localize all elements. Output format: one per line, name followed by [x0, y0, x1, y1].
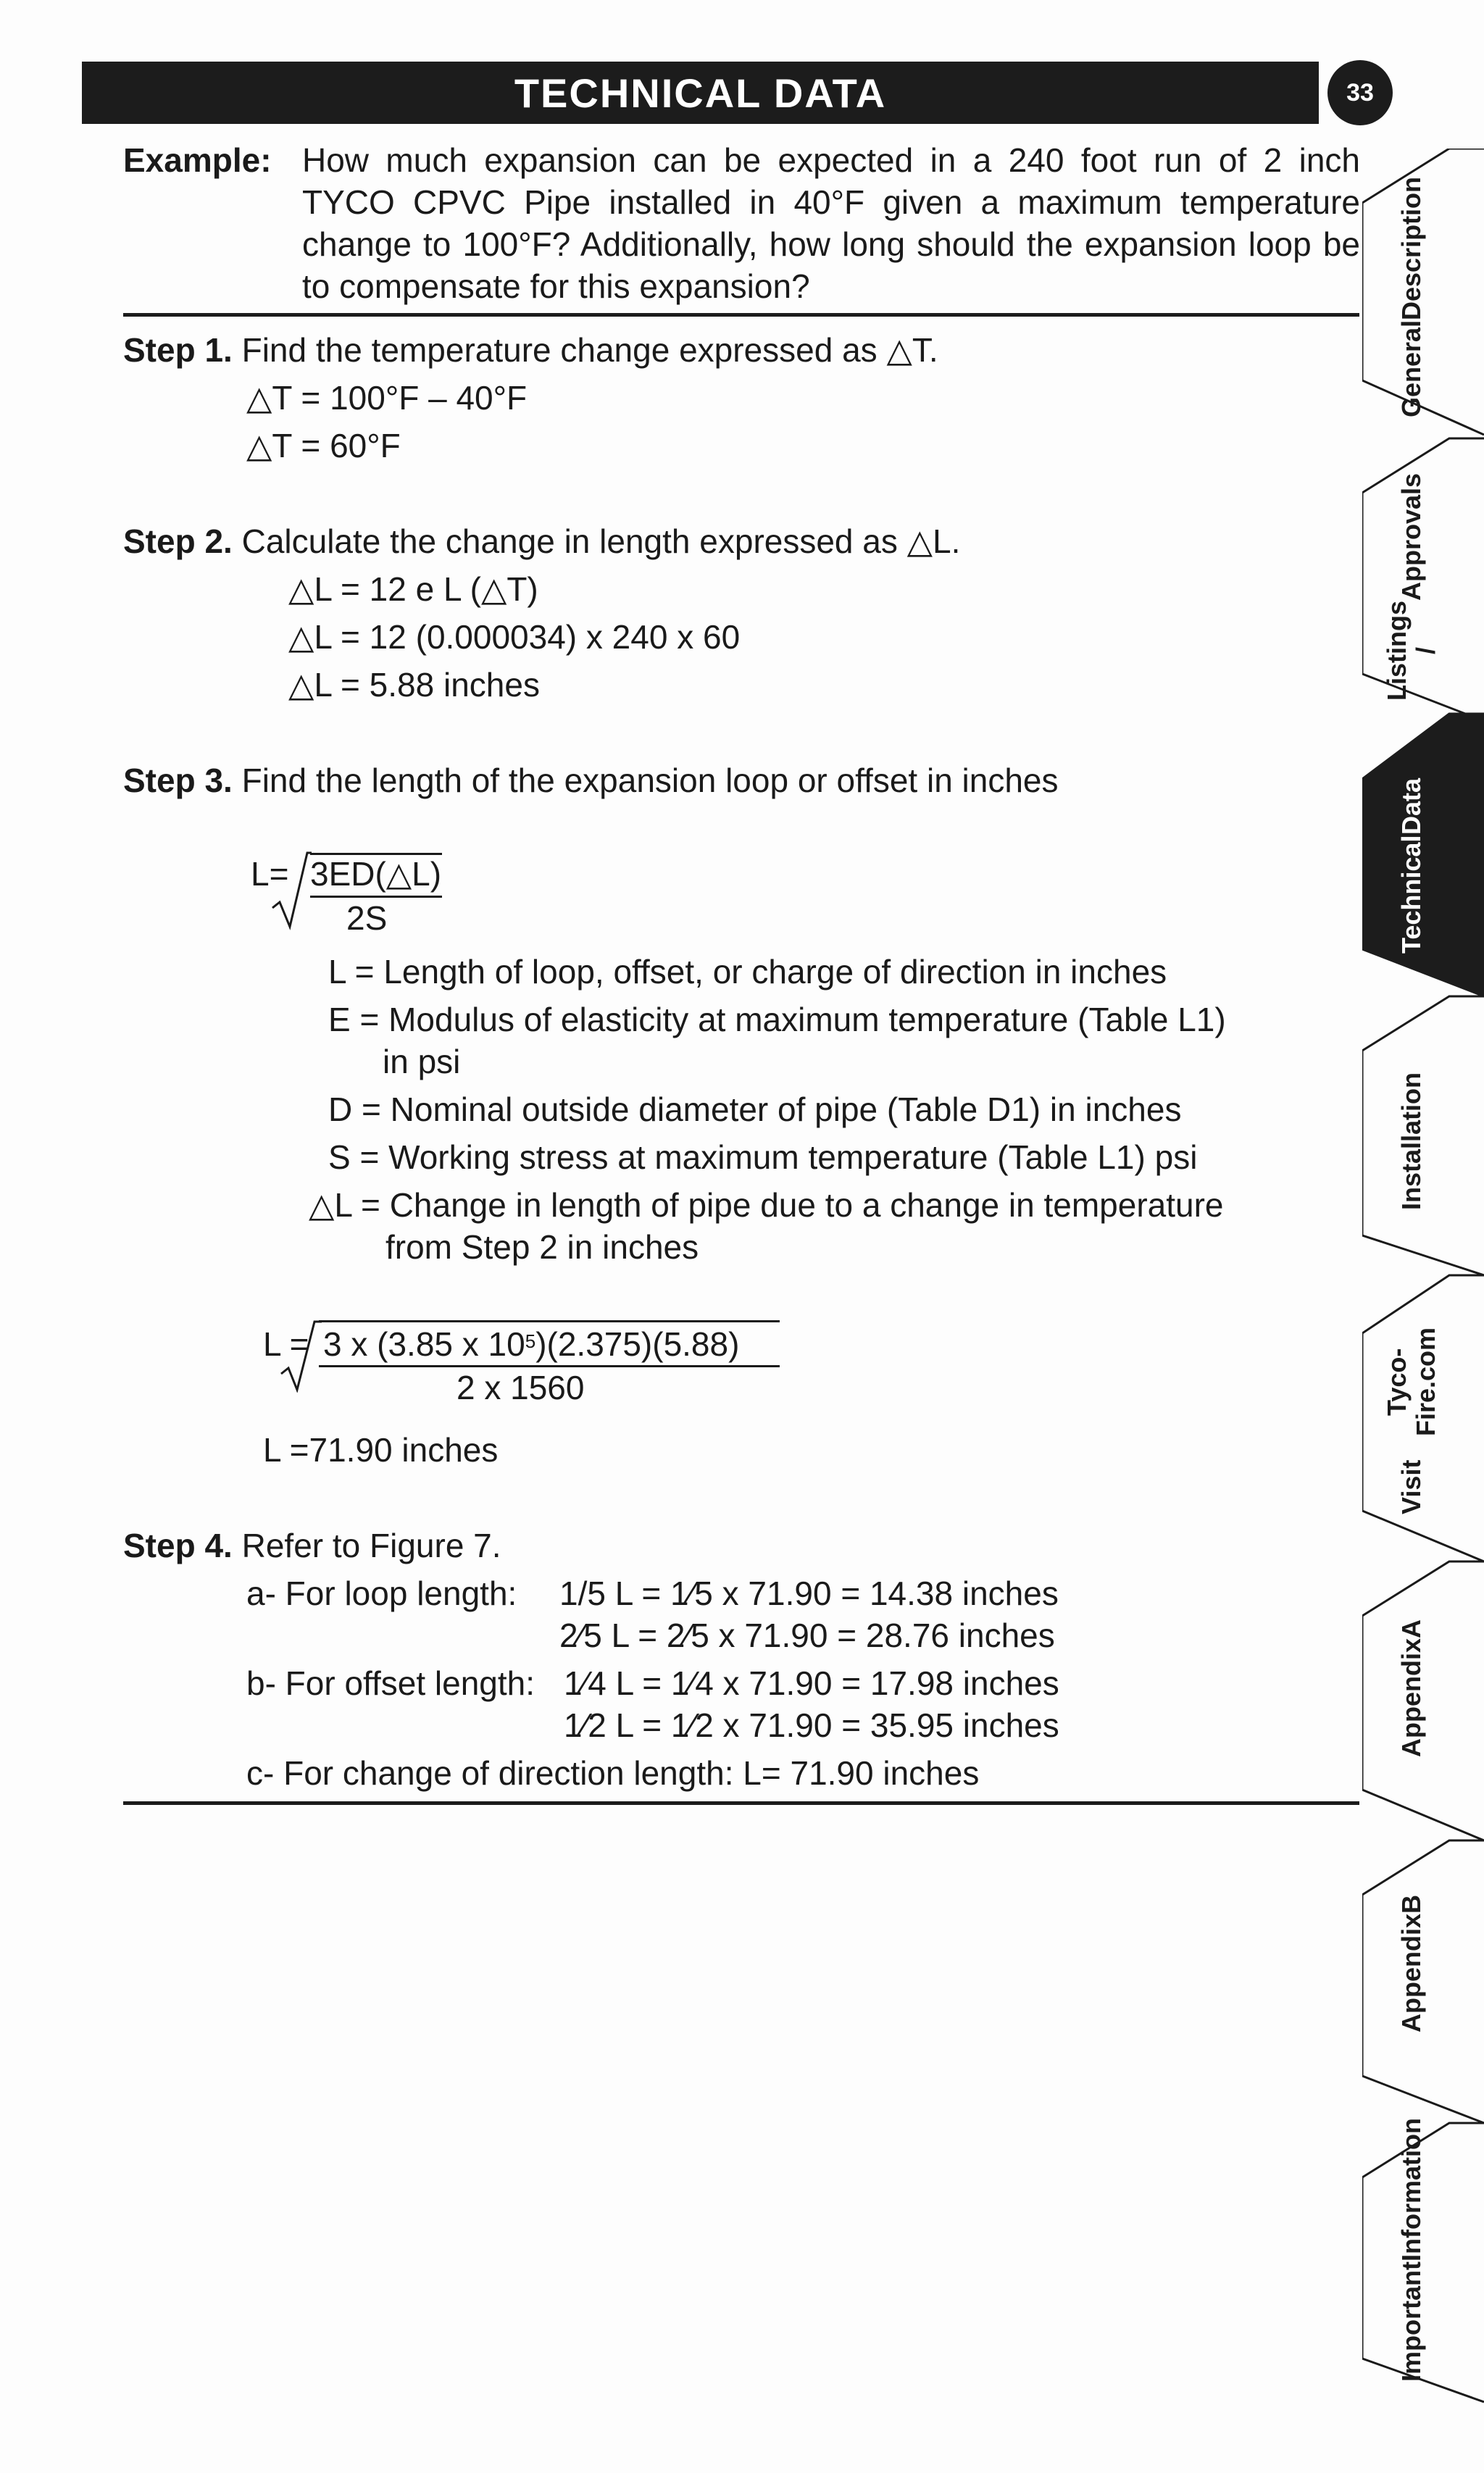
def-desc: Working stress at maximum temperature (Table L1) psi	[388, 1138, 1198, 1176]
tab-label-line: Visit	[1396, 1459, 1426, 1514]
formula-numerator: 3ED(△L)	[310, 855, 442, 893]
calc-exponent: 5	[525, 1330, 536, 1352]
divider-top	[123, 313, 1359, 317]
tab-label-line: Installation	[1396, 1072, 1426, 1211]
tab-label-line: Listings /	[1382, 601, 1441, 701]
def-symbol: E =	[328, 1001, 380, 1038]
def-symbol: D =	[328, 1090, 381, 1128]
tab-label-line: Information	[1396, 2118, 1426, 2261]
def-deltaL	[309, 1184, 1224, 1226]
tab-label-line: Data	[1396, 778, 1426, 835]
def-L	[328, 951, 1167, 993]
tab-label-line: General	[1396, 320, 1426, 418]
step1-heading	[123, 329, 938, 371]
tab-general-description[interactable]	[1375, 176, 1448, 418]
section-header: TECHNICAL DATA	[82, 62, 1319, 124]
step2-heading	[123, 520, 960, 562]
calc-result: L =71.90 inches	[263, 1431, 499, 1469]
step1-text: Find the temperature change expressed as △T.	[241, 331, 938, 369]
step4-c-line: c- For change of direction length: L= 71.90 inches	[246, 1754, 980, 1792]
step4-label: Step 4.	[123, 1527, 233, 1564]
step2-label: Step 2.	[123, 522, 233, 560]
formula-denominator: 2S	[346, 899, 388, 937]
step1-line-1: △T = 100°F – 40°F	[246, 379, 528, 417]
tab-label-line: Approvals	[1396, 472, 1426, 601]
tab-listings-approvals[interactable]	[1375, 472, 1448, 701]
def-desc: Length of loop, offset, or charge of direction in inches	[383, 953, 1167, 991]
example-label: Example:	[123, 141, 272, 179]
tab-appendix-b[interactable]	[1375, 1891, 1448, 2036]
calc-denominator: 2 x 1560	[457, 1369, 585, 1406]
tab-label-line: B	[1396, 1895, 1426, 1914]
step3-heading	[123, 759, 1059, 801]
example-question: How much expansion can be expected in a 240 foot run of 2 inch TYCO CPVC Pipe installed in 40°F given a maximum temperature change to 100°F? Additionally, how long should the expansion loop be to compensate for this expansion?	[302, 141, 1360, 305]
def-desc: Change in length of pipe due to a change in temperature	[389, 1186, 1224, 1224]
step4-a-line-2: 2⁄5 L = 2⁄5 x 71.90 = 28.76 inches	[559, 1617, 1055, 1654]
step3-text: Find the length of the expansion loop or offset in inches	[241, 762, 1059, 799]
tab-label-line: Technical	[1396, 835, 1426, 954]
calc-lhs: L =	[263, 1325, 309, 1363]
def-D	[328, 1088, 1181, 1130]
step4-b-label: b- For offset length:	[246, 1664, 535, 1702]
step4-text: Refer to Figure 7.	[241, 1527, 501, 1564]
formula-lhs: L=	[251, 855, 289, 893]
tab-installation[interactable]	[1375, 1051, 1448, 1232]
calc-numerator	[323, 1323, 739, 1365]
step1-label: Step 1.	[123, 331, 233, 369]
tab-label-line: Important	[1396, 2261, 1426, 2382]
calc-num-a: 3 x (3.85 x 10	[323, 1325, 525, 1363]
step4-a-line-1: 1/5 L = 1⁄5 x 71.90 = 14.38 inches	[559, 1575, 1059, 1612]
def-S	[328, 1136, 1197, 1178]
tab-appendix-a[interactable]	[1375, 1612, 1448, 1764]
tab-technical-data[interactable]	[1375, 775, 1448, 956]
step1-line-2: △T = 60°F	[246, 427, 401, 464]
tab-label-line: Appendix	[1396, 1638, 1426, 1758]
tab-label-line: Appendix	[1396, 1914, 1426, 2033]
radical-vinculum	[319, 1320, 780, 1322]
tab-label-line: Description	[1396, 176, 1426, 320]
step4-heading	[123, 1525, 501, 1567]
def-deltaL-cont: from Step 2 in inches	[385, 1228, 699, 1266]
def-desc: Nominal outside diameter of pipe (Table D1) in inches	[390, 1090, 1182, 1128]
tab-label-line: Tyco-Fire.com	[1382, 1327, 1441, 1437]
def-E	[328, 998, 1226, 1041]
def-symbol: △L =	[309, 1186, 380, 1224]
step3-label: Step 3.	[123, 762, 233, 799]
def-E-cont: in psi	[383, 1043, 461, 1080]
step2-line-2: △L = 12 (0.000034) x 240 x 60	[288, 618, 741, 656]
tab-visit-tyco-fire[interactable]	[1375, 1304, 1448, 1514]
step2-text: Calculate the change in length expressed as △L.	[241, 522, 961, 560]
step4-b-line-2: 1⁄2 L = 1⁄2 x 71.90 = 35.95 inches	[564, 1706, 1059, 1744]
def-symbol: S =	[328, 1138, 380, 1176]
radical-sign	[270, 851, 313, 931]
divider-bottom	[123, 1801, 1359, 1805]
step2-line-1: △L = 12 e L (△T)	[288, 570, 538, 608]
radical-sign	[278, 1320, 322, 1393]
tab-important-information[interactable]	[1375, 2118, 1448, 2382]
page-number-badge: 33	[1327, 60, 1393, 125]
def-desc: Modulus of elasticity at maximum temperature (Table L1)	[388, 1001, 1226, 1038]
step2-line-3: △L = 5.88 inches	[288, 666, 540, 704]
calc-num-b: )(2.375)(5.88)	[535, 1325, 740, 1363]
step4-a-label: a- For loop length:	[246, 1575, 517, 1612]
step4-b-line-1: 1⁄4 L = 1⁄4 x 71.90 = 17.98 inches	[564, 1664, 1059, 1702]
tab-label-line: A	[1396, 1619, 1426, 1638]
def-symbol: L =	[328, 953, 375, 991]
